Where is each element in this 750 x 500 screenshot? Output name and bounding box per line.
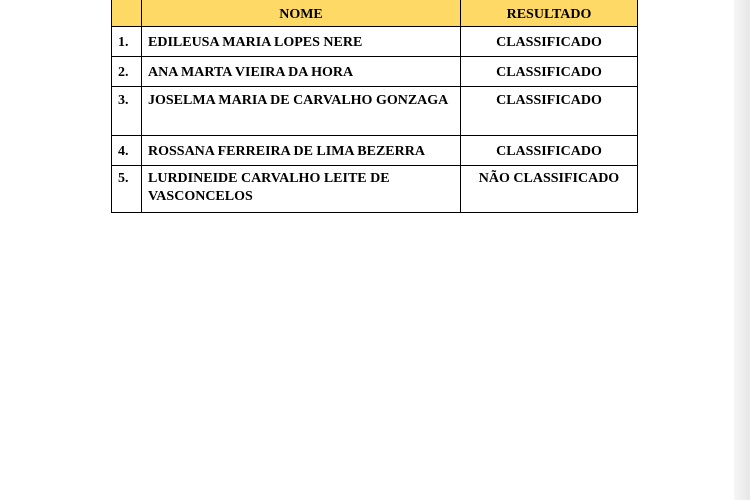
header-name: NOME [142, 0, 461, 27]
table-row [112, 27, 638, 57]
row-number: 4. [112, 136, 142, 166]
table-row [112, 166, 638, 213]
header-result: RESULTADO [461, 0, 638, 27]
row-number: 2. [112, 57, 142, 87]
table-header-row [112, 0, 638, 27]
row-result: NÃO CLASSIFICADO [461, 166, 638, 213]
results-table [111, 0, 638, 213]
row-number: 3. [112, 87, 142, 136]
row-result: CLASSIFICADO [461, 136, 638, 166]
table-row [112, 57, 638, 87]
row-name: JOSELMA MARIA DE CARVALHO GONZAGA [142, 87, 461, 136]
row-result: CLASSIFICADO [461, 57, 638, 87]
row-number: 1. [112, 27, 142, 57]
row-name: EDILEUSA MARIA LOPES NERE [142, 27, 461, 57]
header-number [112, 0, 142, 27]
row-number: 5. [112, 166, 142, 213]
row-name: LURDINEIDE CARVALHO LEITE DE VASCONCELOS [142, 166, 461, 213]
table-row [112, 87, 638, 136]
row-result: CLASSIFICADO [461, 87, 638, 136]
page-edge [734, 0, 750, 500]
table-row [112, 136, 638, 166]
row-result: CLASSIFICADO [461, 27, 638, 57]
row-name: ANA MARTA VIEIRA DA HORA [142, 57, 461, 87]
row-name: ROSSANA FERREIRA DE LIMA BEZERRA [142, 136, 461, 166]
